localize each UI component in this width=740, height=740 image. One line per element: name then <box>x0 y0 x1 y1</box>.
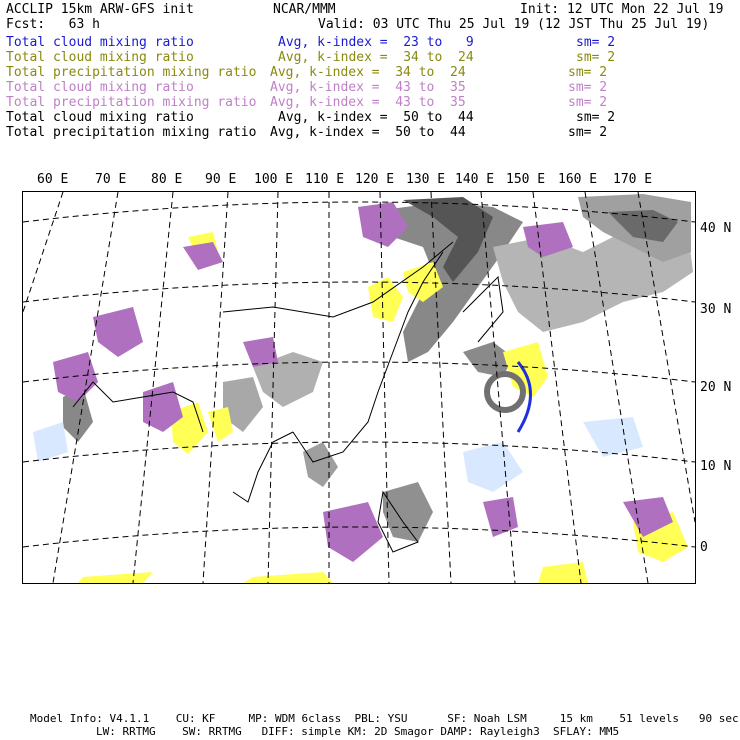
lat-label: 30 N <box>700 302 732 317</box>
forecast-hour: Fcst: 63 h <box>6 17 100 32</box>
lon-label: 160 E <box>558 172 598 187</box>
lon-label: 80 E <box>151 172 183 187</box>
model-title: ACCLIP 15km ARW-GFS init <box>6 2 194 17</box>
legend-avg: Avg, k-index = 34 to 24 <box>270 65 466 80</box>
legend-label: Total precipitation mixing ratio <box>6 95 257 110</box>
legend-avg: Avg, k-index = 50 to 44 <box>270 125 466 140</box>
legend-sm: sm= 2 <box>576 35 616 50</box>
legend-row <box>6 35 736 50</box>
legend-sm: sm= 2 <box>568 65 608 80</box>
legend-avg: Avg, k-index = 34 to 24 <box>278 50 474 65</box>
legend-row <box>6 125 736 140</box>
lat-label: 40 N <box>700 221 732 236</box>
lat-label: 20 N <box>700 380 732 395</box>
lat-label: 10 N <box>700 459 732 474</box>
legend-sm: sm= 2 <box>576 50 616 65</box>
legend-label: Total cloud mixing ratio <box>6 80 194 95</box>
legend-row <box>6 50 736 65</box>
legend-row <box>6 95 736 110</box>
lon-label: 90 E <box>205 172 237 187</box>
legend-row <box>6 110 736 125</box>
legend-sm: sm= 2 <box>568 125 608 140</box>
legend-sm: sm= 2 <box>568 95 608 110</box>
lon-label: 130 E <box>406 172 446 187</box>
legend-label: Total cloud mixing ratio <box>6 35 194 50</box>
lon-label: 70 E <box>95 172 127 187</box>
weather-map <box>22 191 696 584</box>
lon-label: 110 E <box>305 172 345 187</box>
legend-row <box>6 65 736 80</box>
lon-label: 120 E <box>355 172 395 187</box>
organization: NCAR/MMM <box>273 2 336 17</box>
lon-label: 150 E <box>506 172 546 187</box>
lat-label: 0 <box>700 540 708 555</box>
lon-label: 140 E <box>455 172 495 187</box>
legend-row <box>6 80 736 95</box>
legend-avg: Avg, k-index = 43 to 35 <box>270 95 466 110</box>
legend-sm: sm= 2 <box>568 80 608 95</box>
lon-label: 60 E <box>37 172 69 187</box>
lon-label: 100 E <box>254 172 294 187</box>
lon-label: 170 E <box>613 172 653 187</box>
init-time: Init: 12 UTC Mon 22 Jul 19 <box>520 2 724 17</box>
legend-avg: Avg, k-index = 23 to 9 <box>278 35 474 50</box>
model-info-line-2: LW: RRTMG SW: RRTMG DIFF: simple KM: 2D Smagor DAMP: Rayleigh3 SFLAY: MM5 <box>96 725 620 738</box>
legend-avg: Avg, k-index = 43 to 35 <box>270 80 466 95</box>
legend-label: Total cloud mixing ratio <box>6 50 194 65</box>
legend-label: Total precipitation mixing ratio <box>6 125 257 140</box>
legend-avg: Avg, k-index = 50 to 44 <box>278 110 474 125</box>
valid-time: Valid: 03 UTC Thu 25 Jul 19 (12 JST Thu 25 Jul 19) <box>318 17 710 32</box>
model-info-line-1: Model Info: V4.1.1 CU: KF MP: WDM 6class PBL: YSU SF: Noah LSM 15 km 51 levels 90 sec <box>30 712 739 725</box>
legend-label: Total cloud mixing ratio <box>6 110 194 125</box>
legend-sm: sm= 2 <box>576 110 616 125</box>
legend-label: Total precipitation mixing ratio <box>6 65 257 80</box>
